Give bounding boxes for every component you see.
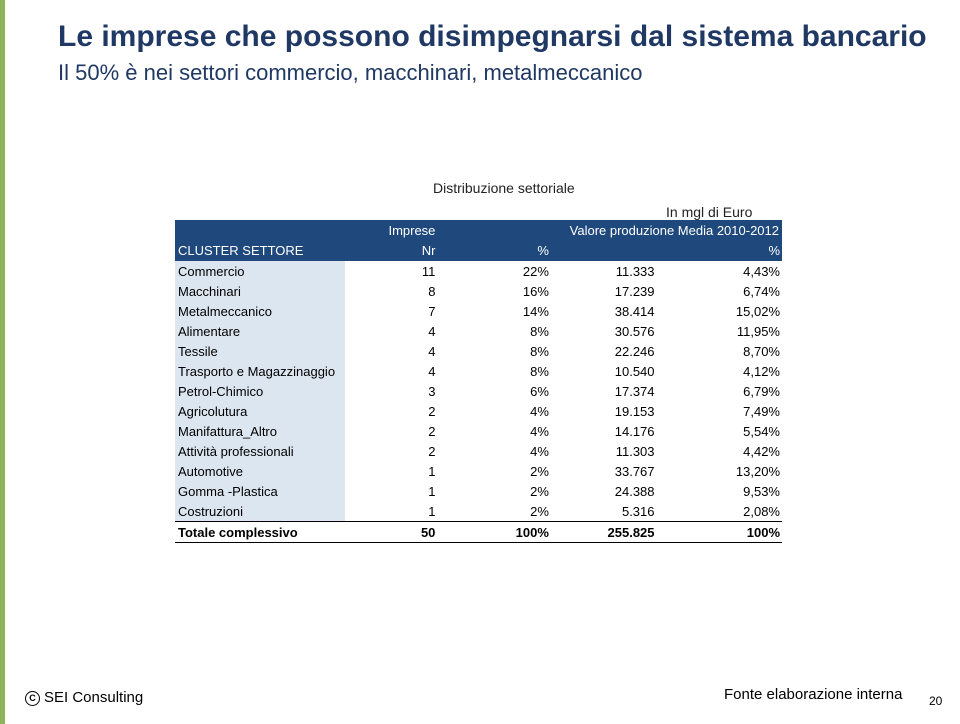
sector-name: Tessile	[175, 341, 345, 361]
sector-name: Agricolutura	[175, 401, 345, 421]
sector-value-pct: 8,70%	[743, 343, 780, 359]
sector-nr: 8	[428, 283, 436, 299]
total-value: 255.825	[552, 522, 658, 543]
sector-name: Trasporto e Magazzinaggio	[175, 361, 345, 381]
sector-pct: 8%	[530, 363, 549, 379]
table-row	[175, 441, 782, 461]
sector-value-pct: 13,20%	[735, 463, 780, 479]
col-header-vpct: %	[658, 240, 782, 261]
sector-nr: 1	[428, 503, 436, 519]
footer-source: Fonte elaborazione interna	[724, 686, 903, 703]
sector-value-pct: 6,79%	[743, 383, 780, 399]
sector-nr: 11	[421, 263, 436, 279]
column-header-row	[175, 240, 782, 261]
col-header-name: CLUSTER SETTORE	[175, 240, 345, 261]
sector-name: Attività professionali	[175, 441, 345, 461]
sector-value: 38.414	[614, 303, 655, 319]
group-header-imprese: Imprese	[345, 220, 443, 240]
table-row	[175, 361, 782, 381]
total-row	[175, 522, 782, 543]
sector-name: Alimentare	[175, 321, 345, 341]
sector-value: 5.316	[621, 503, 655, 519]
sector-value: 19.153	[614, 403, 655, 419]
col-header-pct: %	[442, 240, 551, 261]
col-header-nr: Nr	[345, 240, 443, 261]
sector-value: 30.576	[614, 323, 655, 339]
page-subtitle: Il 50% è nei settori commercio, macchinari, metalmeccanico	[58, 60, 643, 85]
sector-value-pct: 7,49%	[743, 403, 780, 419]
sector-nr: 4	[428, 323, 436, 339]
sector-pct: 6%	[530, 383, 549, 399]
sector-value-pct: 4,43%	[743, 263, 780, 279]
sector-value-pct: 9,53%	[743, 483, 780, 499]
page-title: Le imprese che possono disimpegnarsi dal sistema bancario	[58, 20, 927, 53]
col-header-val	[552, 240, 658, 261]
sector-name: Costruzioni	[175, 501, 345, 522]
sector-name: Commercio	[175, 261, 345, 282]
table-row	[175, 301, 782, 321]
company-name: SEI Consulting	[44, 689, 144, 706]
sector-pct: 22%	[522, 263, 549, 279]
group-header-valore: Valore produzione Media 2010-2012	[442, 220, 782, 240]
sector-pct: 2%	[530, 483, 549, 499]
sector-value-pct: 4,42%	[743, 443, 780, 459]
sector-pct: 4%	[530, 443, 549, 459]
table-row	[175, 501, 782, 522]
footer-copyright	[25, 689, 143, 706]
sector-nr: 4	[428, 363, 436, 379]
sector-value-pct: 2,08%	[743, 503, 780, 519]
sector-value: 11.303	[615, 443, 655, 459]
sector-name: Petrol-Chimico	[175, 381, 345, 401]
copyright-icon: C	[25, 691, 40, 706]
sector-pct: 2%	[530, 463, 549, 479]
sector-value: 17.239	[614, 283, 655, 299]
sector-pct: 14%	[522, 303, 549, 319]
sector-value: 17.374	[614, 383, 655, 399]
total-pct: 100%	[442, 522, 551, 543]
sector-nr: 1	[428, 463, 436, 479]
group-header-empty	[175, 220, 345, 240]
table-row	[175, 341, 782, 361]
distribution-table	[175, 220, 782, 543]
sector-pct: 4%	[530, 403, 549, 419]
accent-bar	[0, 0, 5, 724]
sector-name: Metalmeccanico	[175, 301, 345, 321]
table-row	[175, 261, 782, 282]
sector-value: 33.767	[614, 463, 655, 479]
sector-value-pct: 15,02%	[735, 303, 780, 319]
sector-name: Macchinari	[175, 281, 345, 301]
table-row	[175, 421, 782, 441]
table-row	[175, 461, 782, 481]
sector-nr: 3	[428, 383, 436, 399]
sector-nr: 7	[428, 303, 436, 319]
sector-pct: 16%	[522, 283, 549, 299]
sector-name: Gomma -Plastica	[175, 481, 345, 501]
table-row	[175, 381, 782, 401]
total-label: Totale complessivo	[175, 522, 345, 543]
sector-value-pct: 4,12%	[743, 363, 780, 379]
page-number: 20	[929, 694, 943, 708]
sector-nr: 2	[428, 403, 436, 419]
sector-value-pct: 6,74%	[743, 283, 780, 299]
group-header-row	[175, 220, 782, 240]
sector-pct: 4%	[530, 423, 549, 439]
table-row	[175, 481, 782, 501]
table-row	[175, 281, 782, 301]
sector-nr: 2	[428, 423, 436, 439]
sector-value: 14.176	[614, 423, 655, 439]
unit-note: In mgl di Euro	[666, 204, 753, 220]
sector-nr: 2	[428, 443, 436, 459]
sector-name: Automotive	[175, 461, 345, 481]
sector-value-pct: 11,95%	[736, 323, 780, 339]
sector-value: 11.333	[615, 263, 655, 279]
total-value-pct: 100%	[658, 522, 782, 543]
sector-pct: 2%	[530, 503, 549, 519]
sector-nr: 4	[428, 343, 436, 359]
sector-name: Manifattura_Altro	[175, 421, 345, 441]
table-row	[175, 401, 782, 421]
table-caption: Distribuzione settoriale	[433, 180, 575, 196]
sector-nr: 1	[428, 483, 436, 499]
table-row	[175, 321, 782, 341]
sector-value: 22.246	[614, 343, 655, 359]
sector-value: 24.388	[614, 483, 655, 499]
sector-pct: 8%	[530, 323, 549, 339]
sector-value: 10.540	[614, 363, 655, 379]
sector-value-pct: 5,54%	[743, 423, 780, 439]
sector-pct: 8%	[530, 343, 549, 359]
total-nr: 50	[345, 522, 443, 543]
